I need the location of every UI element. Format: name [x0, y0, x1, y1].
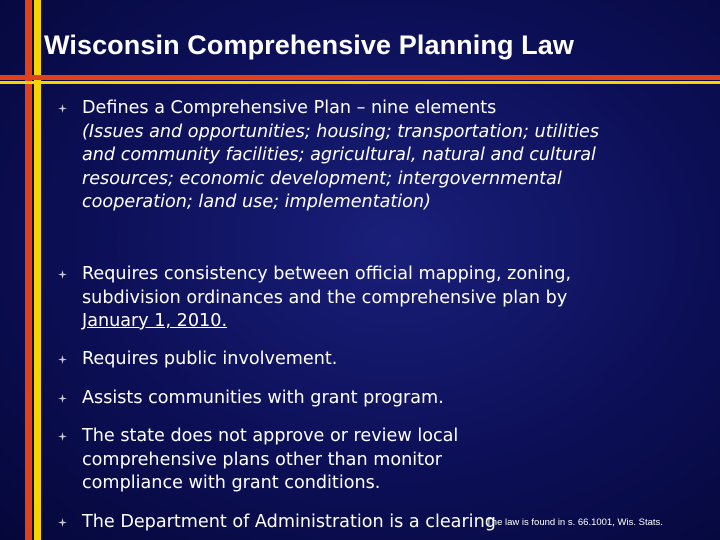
title-underline-yellow: [0, 81, 720, 84]
bullet-item-3: [58, 348, 622, 372]
footnote: The law is found in s. 66.1001, Wis. Stats.: [486, 517, 663, 528]
bullet-text: Defines a Comprehensive Plan – nine elements: [82, 98, 497, 118]
bullet-item-4: [58, 387, 622, 411]
bullet-text: Assists communities with grant program.: [82, 388, 444, 408]
title-underline-orange: [0, 75, 720, 80]
bullet-item-1: [58, 97, 622, 215]
bullet-icon: [58, 518, 67, 527]
bullet-text: Requires consistency between official mapping, zoning, subdivision ordinances and the comprehensive plan by: [82, 264, 572, 308]
bullet-item-5: [58, 425, 532, 496]
deadline-date: January 1, 2010.: [82, 311, 228, 331]
bullet-icon: [58, 355, 67, 364]
bullet-detail: (Issues and opportunities; housing; transportation; utilities and community facilities; agricultural, natural and cultural resources; economic development; intergovernmental cooperation; land use; implementation): [82, 121, 600, 212]
bullet-text: The state does not approve or review local comprehensive plans other than monitor compliance with grant conditions.: [82, 426, 459, 493]
bullet-icon: [58, 270, 67, 279]
slide-title: Wisconsin Comprehensive Planning Law: [44, 30, 574, 60]
bullet-text: Requires public involvement.: [82, 349, 338, 369]
bullet-text: The Department of Administration is a clearing: [82, 512, 496, 532]
bullet-icon: [58, 432, 67, 441]
bullet-icon: [58, 394, 67, 403]
bullet-item-2: [58, 263, 592, 334]
bullet-icon: [58, 104, 67, 113]
